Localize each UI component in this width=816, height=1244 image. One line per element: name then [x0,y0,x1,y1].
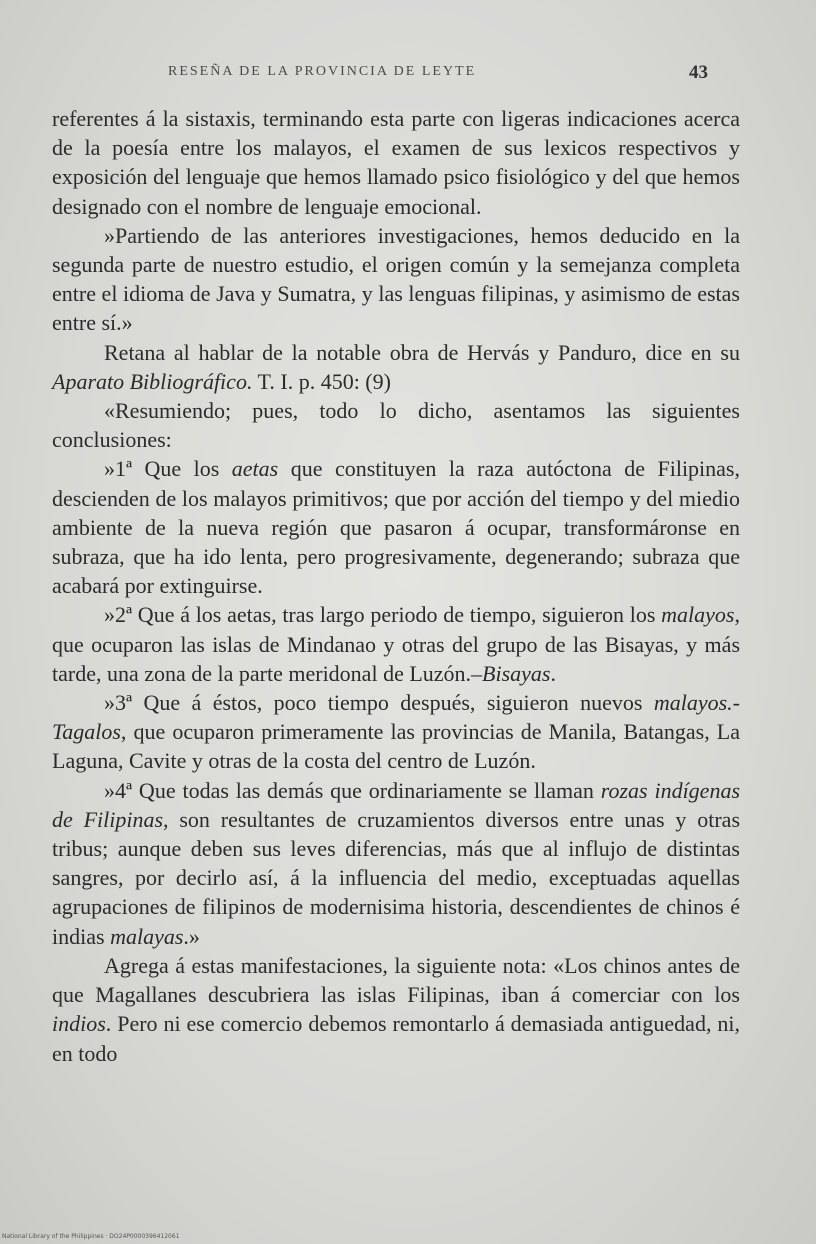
running-header [168,62,708,83]
paragraph: »2ª Que á los aetas, tras largo periodo de tiempo, siguieron los malayos, que ocuparon las islas de Mindanao y otras del grupo de las Bisayas, y más tarde, una zona de la parte meridonal de Luzón.–Bisayas. [52,602,740,686]
running-title: RESEÑA DE LA PROVINCIA DE LEYTE [168,64,477,79]
paragraph: »3ª Que á éstos, poco tiempo después, siguieron nuevos malayos.-Tagalos, que ocuparon primeramente las provincias de Manila, Batangas, La Laguna, Cavite y otras de la costa del centro de Luzón. [52,690,740,774]
paragraph: Agrega á estas manifestaciones, la siguiente nota: «Los chinos antes de que Magallanes descubriera las islas Filipinas, iban á comerciar con los indios. Pero ni ese comercio debemos remontarlo á demasiada antiguedad, ni, en todo [52,952,740,1066]
page-number: 43 [689,62,708,83]
book-title: Aparato Bibliográfico. [52,368,253,394]
paragraph: «Resumiendo; pues, todo lo dicho, asentamos las siguientes conclusiones: [52,398,740,453]
body-text [52,104,740,1068]
paragraph: »4ª Que todas las demás que ordinariamente se llaman rozas indígenas de Filipinas, son resultantes de cruzamientos diversos entre unas y otras tribus; aunque deben sus leves diferencias, más que al influjo de distintas sangres, por decirlo así, á la influencia del medio, exceptuadas aquellas agrupaciones de filipinos de modernisima historia, descendientes de chinos é indias malayas.» [52,777,741,949]
paragraph: »Partiendo de las anteriores investigaciones, hemos deducido en la segunda parte de nuestro estudio, el origen común y la semejanza completa entre el idioma de Java y Sumatra, y las lenguas filipinas, y asimismo de estas entre sí.» [52,222,740,336]
paragraph: referentes á la sistaxis, terminando esta parte con ligeras indicaciones acerca de la poesía entre los malayos, el examen de sus lexicos respectivos y exposición del lenguaje que hemos llamado psico fisiológico y del que hemos designado con el nombre de lenguaje emocional. [52,106,740,219]
paragraph: Retana al hablar de la notable obra de Hervás y Panduro, dice en su Aparato Bibliográfico. T. I. p. 450: (9) [52,339,740,394]
paragraph: »1ª Que los aetas que constituyen la raza autóctona de Filipinas, descienden de los malayos primitivos; que por acción del tiempo y del miedio ambiente de la nueva región que pasaron á ocupar, transformáronse en subraza, que ha ido lenta, pero progresivamente, degenerando; subraza que acabará por extinguirse. [52,456,740,599]
scan-watermark: National Library of the Philippines · DO24P0000396412061 [2,1233,180,1240]
